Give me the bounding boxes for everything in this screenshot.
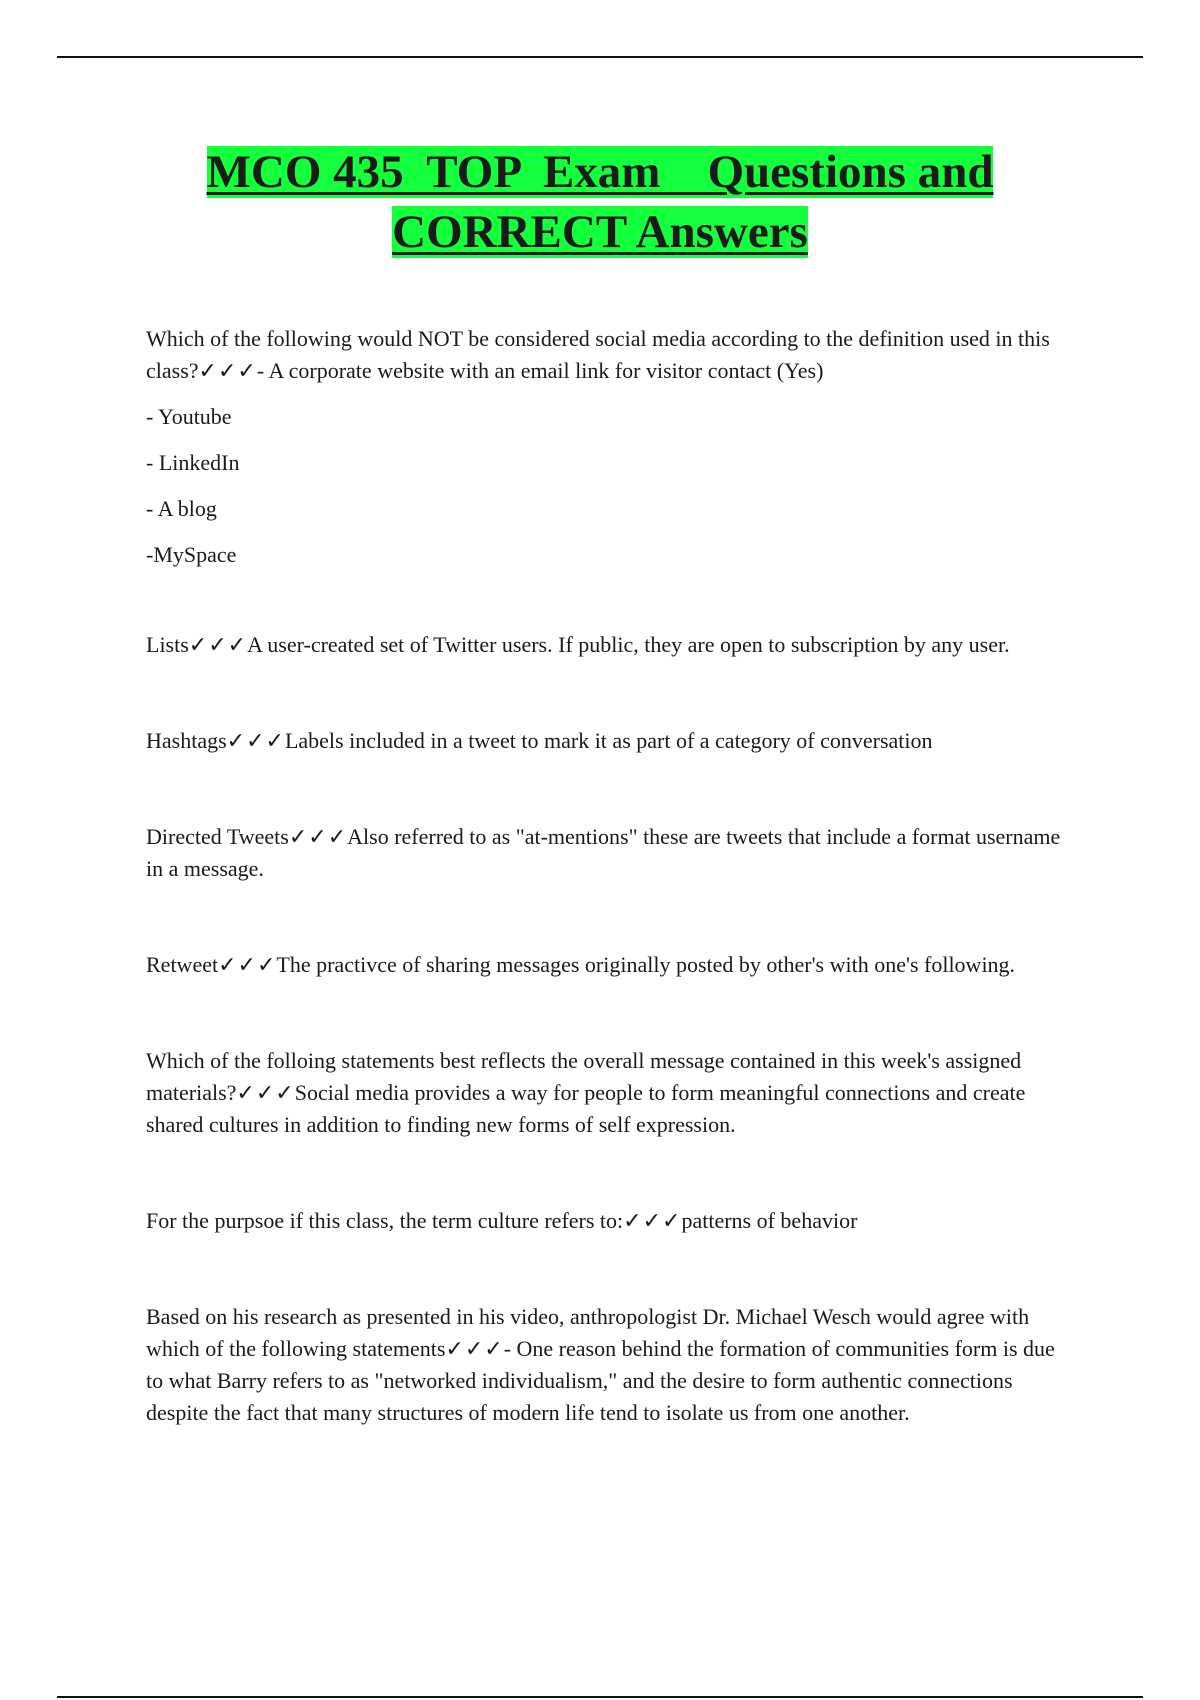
- answer-text: patterns of behavior: [681, 1208, 858, 1233]
- checkmarks-icon: ✓✓✓: [188, 632, 248, 657]
- page-title: [0, 142, 1200, 262]
- qa-item-8: [146, 1301, 1066, 1429]
- option-linkedin: - LinkedIn: [146, 450, 240, 475]
- checkmarks-icon: ✓✓✓: [198, 358, 257, 383]
- question-text: Based on his research as presented in his video, anthropologist Dr. Michael Wesch would agree with which of the following statements: [146, 1304, 1030, 1361]
- question-text: Lists: [146, 632, 189, 657]
- answer-text: Also referred to as "at-mentions" these are tweets that include a format username in a message.: [146, 824, 1061, 881]
- checkmarks-icon: ✓✓✓: [226, 728, 285, 753]
- answer-text: - A corporate website with an email link for visitor contact (Yes): [256, 358, 824, 383]
- answer-text: The practivce of sharing messages originally posted by other's with one's following.: [276, 952, 1016, 977]
- qa-item-6: [146, 1045, 1066, 1141]
- question-text: Which of the folloing statements best reflects the overall message contained in this week's assigned materials?: [146, 1048, 1022, 1105]
- option-youtube: - Youtube: [146, 404, 232, 429]
- top-rule: [57, 56, 1143, 58]
- question-text: Which of the following would NOT be considered social media according to the definition used in this class?: [146, 326, 1050, 383]
- qa-item-4: [146, 821, 1066, 885]
- bottom-rule: [57, 1696, 1143, 1698]
- option-blog: - A blog: [146, 496, 217, 521]
- qa-item-1: [146, 323, 1066, 387]
- option-myspace: -MySpace: [146, 542, 237, 567]
- question-text: Retweet: [146, 952, 219, 977]
- answer-text: Labels included in a tweet to mark it as part of a category of conversation: [284, 728, 933, 753]
- title-line-2: CORRECT Answers: [392, 206, 808, 258]
- qa-item-2: [146, 629, 1066, 661]
- qa-item-3: [146, 725, 1066, 757]
- answer-text: Social media provides a way for people to form meaningful connections and create shared cultures in addition to finding new forms of self expression.: [146, 1080, 1026, 1137]
- answer-text: A user-created set of Twitter users. If public, they are open to subscription by any user.: [247, 632, 1010, 657]
- checkmarks-icon: ✓✓✓: [288, 824, 348, 849]
- question-text: Hashtags: [146, 728, 227, 753]
- qa-list: [146, 323, 1066, 1429]
- question-text: For the purpsoe if this class, the term culture refers to:: [146, 1208, 624, 1233]
- qa-item-5: [146, 949, 1066, 981]
- qa-item-7: [146, 1205, 1066, 1237]
- checkmarks-icon: ✓✓✓: [445, 1336, 504, 1361]
- answer-text: - One reason behind the formation of communities form is due to what Barry refers to as "networked individualism," and the desire to form authentic connections despite the fact that many structures of modern life tend to isolate us from one another.: [146, 1336, 1055, 1425]
- checkmarks-icon: ✓✓✓: [218, 952, 277, 977]
- title-line-1: MCO 435 TOP Exam Questions and: [206, 146, 994, 198]
- checkmarks-icon: ✓✓✓: [236, 1080, 295, 1105]
- checkmarks-icon: ✓✓✓: [623, 1208, 682, 1233]
- question-text: Directed Tweets: [146, 824, 289, 849]
